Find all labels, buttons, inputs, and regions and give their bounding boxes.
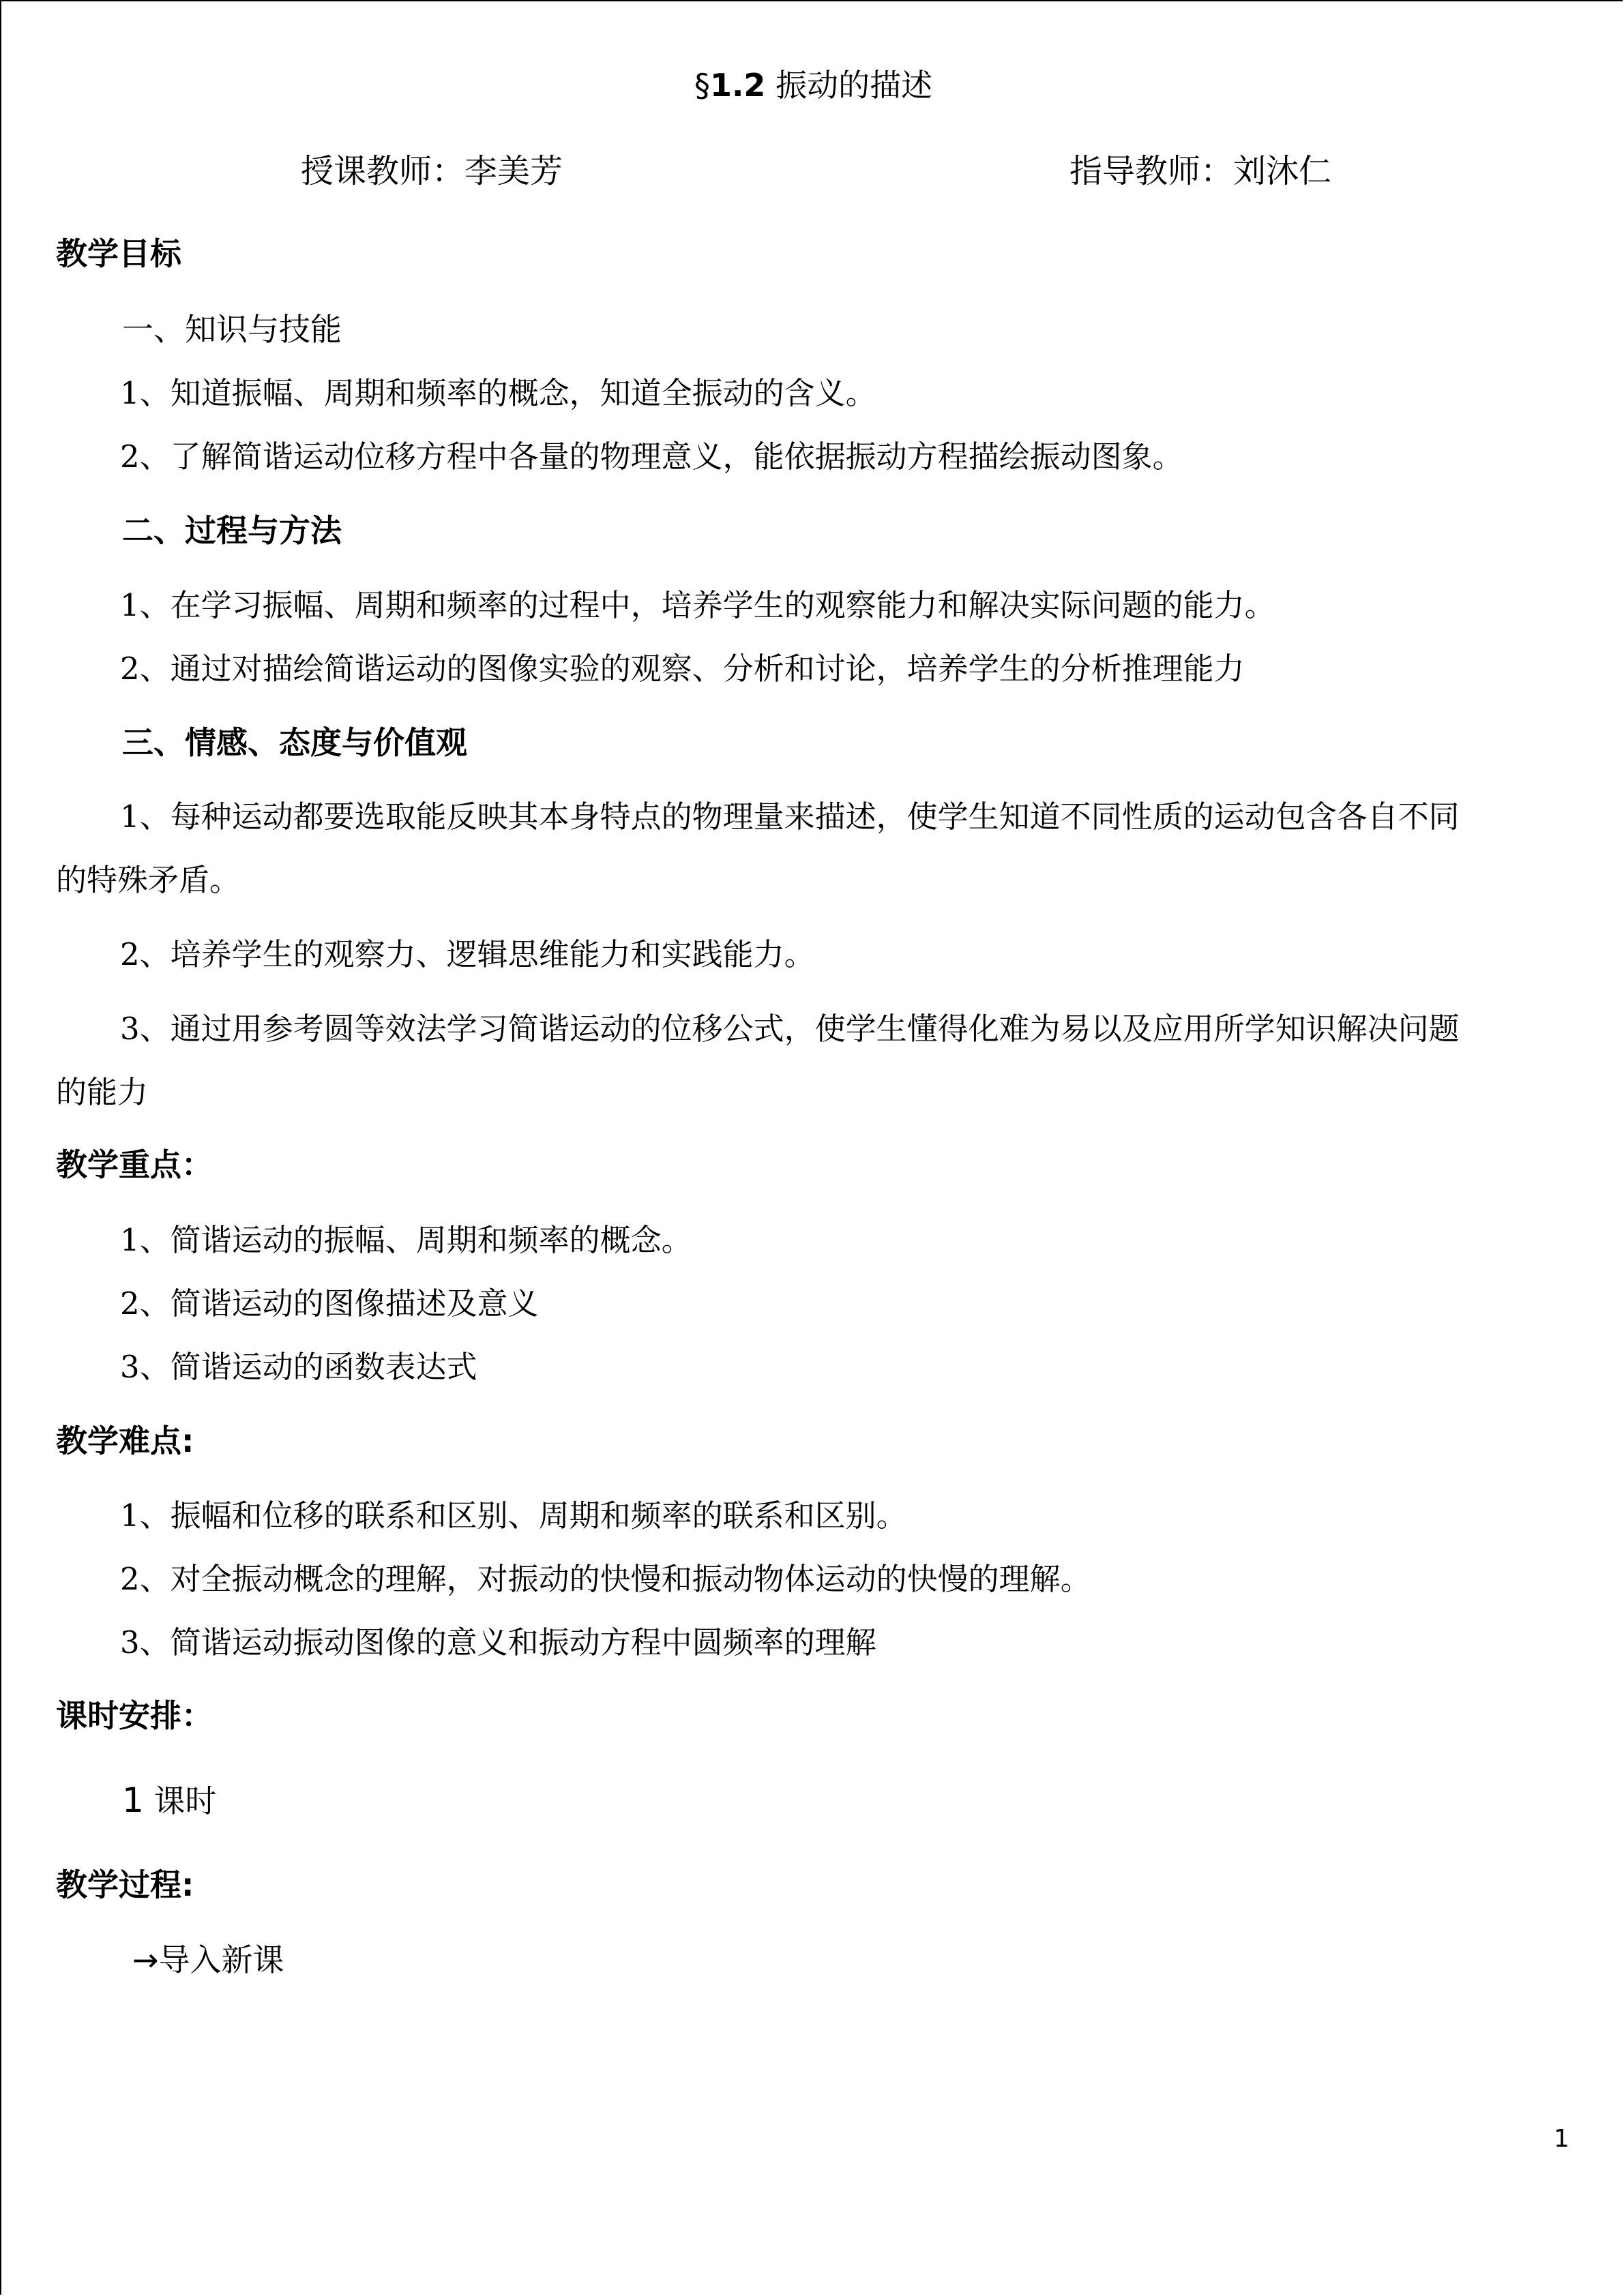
title-text: 振动的描述: [776, 67, 933, 104]
key-point-2: 2、简谐运动的图像描述及意义: [120, 1285, 539, 1322]
attitude-values-heading: 三、情感、态度与价值观: [122, 724, 467, 761]
difficulties-heading: 教学难点:: [56, 1422, 194, 1459]
knowledge-item-1: 1、知道振幅、周期和频率的概念，知道全振动的含义。: [120, 375, 876, 411]
section-number: 1.2: [709, 67, 766, 104]
difficulty-3: 3、简谐运动振动图像的意义和振动方程中圆频率的理解: [120, 1624, 876, 1660]
teaching-process-heading: 教学过程:: [56, 1866, 194, 1903]
key-points-heading: 教学重点：: [56, 1146, 213, 1183]
attitude-item-2: 2、培养学生的观察力、逻辑思维能力和实践能力。: [120, 936, 815, 972]
knowledge-item-2: 2、了解简谐运动位移方程中各量的物理意义，能依据振动方程描绘振动图象。: [120, 438, 1183, 475]
objectives-heading: 教学目标: [56, 235, 181, 272]
attitude-item-3-line-2: 的能力: [56, 1074, 149, 1110]
schedule-heading: 课时安排：: [56, 1697, 213, 1734]
section-symbol: §: [694, 67, 710, 104]
attitude-item-3-line-1: 3、通过用参考圆等效法学习简谐运动的位移公式，使学生懂得化难为易以及应用所学知识解决问题: [120, 1011, 1460, 1047]
knowledge-skills-heading: 一、知识与技能: [122, 311, 342, 348]
class-hours-unit: 课时: [153, 1783, 217, 1819]
difficulty-2: 2、对全振动概念的理解，对振动的快慢和振动物体运动的快慢的理解。: [120, 1561, 1091, 1597]
page-number: 1: [1554, 2125, 1569, 2153]
supervisor-name: 指导教师：刘沐仁: [1069, 152, 1332, 190]
process-method-heading: 二、过程与方法: [122, 512, 342, 549]
class-hours: [122, 1780, 216, 1821]
instructor-name: 授课教师：李美芳: [301, 152, 563, 190]
key-point-1: 1、简谐运动的振幅、周期和频率的概念。: [120, 1222, 692, 1258]
class-hours-count: 1: [122, 1780, 144, 1820]
page-title: [1, 65, 1624, 106]
key-point-3: 3、简谐运动的函数表达式: [120, 1349, 477, 1385]
process-item-1: 1、在学习振幅、周期和频率的过程中，培养学生的观察能力和解决实际问题的能力。: [120, 587, 1275, 623]
difficulty-1: 1、振幅和位移的联系和区别、周期和频率的联系和区别。: [120, 1497, 907, 1534]
process-item-2: 2、通过对描绘简谐运动的图像实验的观察、分析和讨论，培养学生的分析推理能力: [120, 651, 1245, 687]
attitude-item-1-line-1: 1、每种运动都要选取能反映其本身特点的物理量来描述，使学生知道不同性质的运动包含各自不同: [120, 799, 1460, 835]
attitude-item-1-line-2: 的特殊矛盾。: [56, 862, 241, 898]
intro-new-lesson: →导入新课: [132, 1941, 284, 1978]
